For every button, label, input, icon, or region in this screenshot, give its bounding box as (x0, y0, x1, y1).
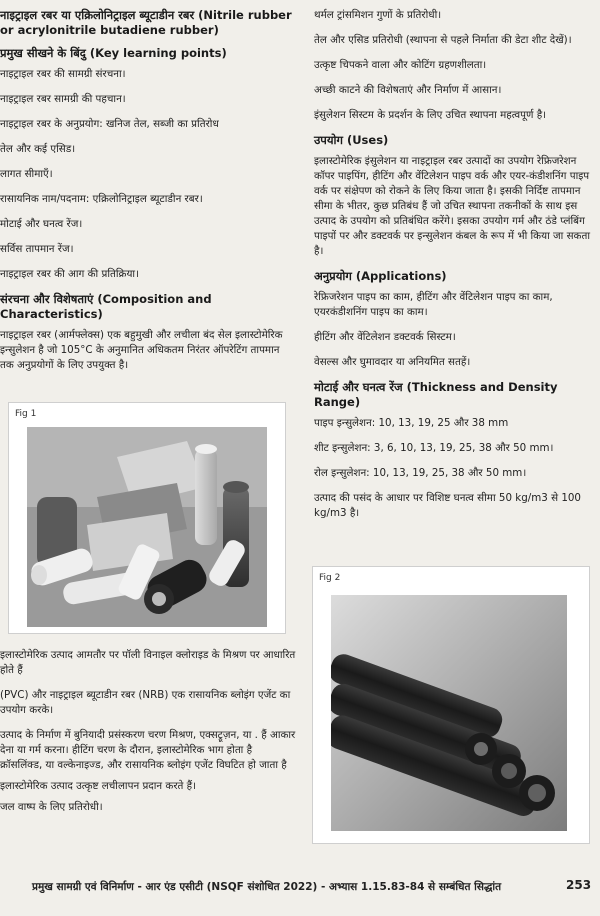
page-number: 253 (566, 878, 592, 892)
composition-text: नाइट्राइल रबर (आर्मफ्लेक्स) एक बहुमुखी और लचीला बंद सेल इलास्टोमेरिक इन्सुलेशन है जो 105°C के अनुमानित अधिकतम निरंतर ऑपरेटिंग तापमान तक अनुप्रयोगों के लिए उपयुक्त है। (0, 329, 283, 371)
page-footer (0, 876, 600, 900)
body-paragraph: इलास्टोमेरिक उत्पाद उत्कृष्ट लचीलापन प्रदान करते हैं। (0, 780, 197, 792)
black-pipe-insulation-image (331, 595, 567, 831)
body-paragraph: इलास्टोमेरिक उत्पाद आमतौर पर पॉली विनाइल क्लोराइड के मिश्रण पर आधारित होते हैं (0, 649, 296, 676)
learning-point: तेल और कई एसिड। (0, 143, 76, 155)
composition-heading: संरचना और विशेषताएं (Composition and Characteristics) (0, 292, 212, 321)
body-paragraph: (PVC) और नाइट्राइल ब्यूटाडीन रबर (NRB) एक रासायनिक ब्लोइंग एजेंट का उपयोग करके। (0, 689, 291, 716)
application-item: हीटिंग और वेंटिलेशन डक्टवर्क सिस्टम। (314, 331, 456, 343)
left-column (0, 8, 296, 383)
figure-2-label: Fig 2 (319, 573, 341, 583)
learning-point: नाइट्राइल रबर सामग्री की पहचान। (0, 93, 126, 105)
application-item: वेसल्स और घुमावदार या अनियमित सतहें। (314, 356, 471, 368)
left-column-lower (0, 648, 296, 825)
body-paragraph: उत्पाद के निर्माण में बुनियादी प्रसंस्करण चरण मिश्रण, एक्सट्रूज़न, या . हैं आकार देना या गर्म करना। हीटिंग चरण के दौरान, इलास्टोमेरिक भाग होता है क्रॉसलिंक्ड, या वल्केनाइज्ड, और रासायनिक ब्लोइंग एजेंट विघटित हो जाता है (0, 729, 296, 771)
thickness-heading: मोटाई और घनत्व रेंज (Thickness and Density Range) (314, 380, 558, 409)
uses-text: इलास्टोमेरिक इंसुलेशन या नाइट्राइल रबर उत्पादों का उपयोग रेफ्रिजरेशन कॉपर पाइपिंग, हीटिंग और वेंटिलेशन पाइप वर्क और एयर-कंडीशनिंग पाइप वर्क पर संक्षेपण को रोकने के लिए किया जाता है। इसकी निर्दिष्ट तापमान सीमा के भीतर, कुछ प्रतिबंध हैं जो उचित स्थापना तकनीकों के साथ इस उत्पाद के उपयोग को प्रतिबंधित करेंगे। इसका उपयोग गर्म और ठंडे प्लंबिंग पाइपों पर और डक्टवर्क पर इन्सुलेशन कंबल के रूप में भी किया जा सकता है। (314, 155, 590, 257)
learning-points-heading: प्रमुख सीखने के बिंदु (Key learning points) (0, 46, 227, 60)
thickness-item: शीट इन्सुलेशन: 3, 6, 10, 13, 19, 25, 38 और 50 mm। (314, 442, 554, 454)
body-paragraph: जल वाष्प के लिए प्रतिरोधी। (0, 801, 103, 813)
thickness-item: उत्पाद की पसंद के आधार पर विशिष्ट घनत्व सीमा 50 kg/m3 से 100 kg/m3 है। (314, 492, 581, 519)
learning-point: रासायनिक नाम/पदनाम: एक्रिलोनिट्राइल ब्यूटाडीन रबर। (0, 193, 203, 205)
footer-text: प्रमुख सामग्री एवं विनिर्माण - आर एंड एसीटी (NSQF संशोधित 2022) - अभ्यास 1.15.83-84 से सम्बंधित सिद्धांत (32, 881, 502, 893)
learning-point: नाइट्राइल रबर की आग की प्रतिक्रिया। (0, 268, 139, 280)
learning-point: सर्विस तापमान रेंज। (0, 243, 74, 255)
uses-heading: उपयोग (Uses) (314, 133, 389, 147)
property-line: तेल और एसिड प्रतिरोधी (स्थापना से पहले निर्माता की डेटा शीट देखें)। (314, 34, 572, 46)
learning-point: लागत सीमाएँ। (0, 168, 53, 180)
property-line: थर्मल ट्रांसमिशन गुणों के प्रतिरोधी। (314, 9, 442, 21)
figure-2 (312, 566, 590, 844)
learning-point: नाइट्राइल रबर की सामग्री संरचना। (0, 68, 126, 80)
section-title-nitrile: नाइट्राइल रबर या एक्रिलोनिट्राइल ब्यूटाडीन रबर (Nitrile rubber or acrylonitrile butadiene rubber) (0, 8, 292, 37)
learning-point: मोटाई और घनत्व रेंज। (0, 218, 83, 230)
figure-1-label: Fig 1 (15, 409, 37, 419)
right-column (314, 8, 596, 531)
thickness-item: रोल इन्सुलेशन: 10, 13, 19, 25, 38 और 50 mm। (314, 467, 527, 479)
application-item: रेफ्रिजरेशन पाइप का काम, हीटिंग और वेंटिलेशन पाइप का काम, एयरकंडीशनिंग पाइप का काम। (314, 291, 553, 318)
figure-1 (8, 402, 286, 634)
insulation-products-image (27, 427, 267, 627)
thickness-item: पाइप इन्सुलेशन: 10, 13, 19, 25 और 38 mm (314, 417, 509, 429)
property-line: उत्कृष्ट चिपकने वाला और कोटिंग ग्रहणशीलता। (314, 59, 487, 71)
learning-point: नाइट्राइल रबर के अनुप्रयोग: खनिज तेल, सब्जी का प्रतिरोध (0, 118, 219, 130)
applications-heading: अनुप्रयोग (Applications) (314, 269, 447, 283)
property-line: इंसुलेशन सिस्टम के प्रदर्शन के लिए उचित स्थापना महत्वपूर्ण है। (314, 109, 547, 121)
property-line: अच्छी काटने की विशेषताएं और निर्माण में आसान। (314, 84, 502, 96)
